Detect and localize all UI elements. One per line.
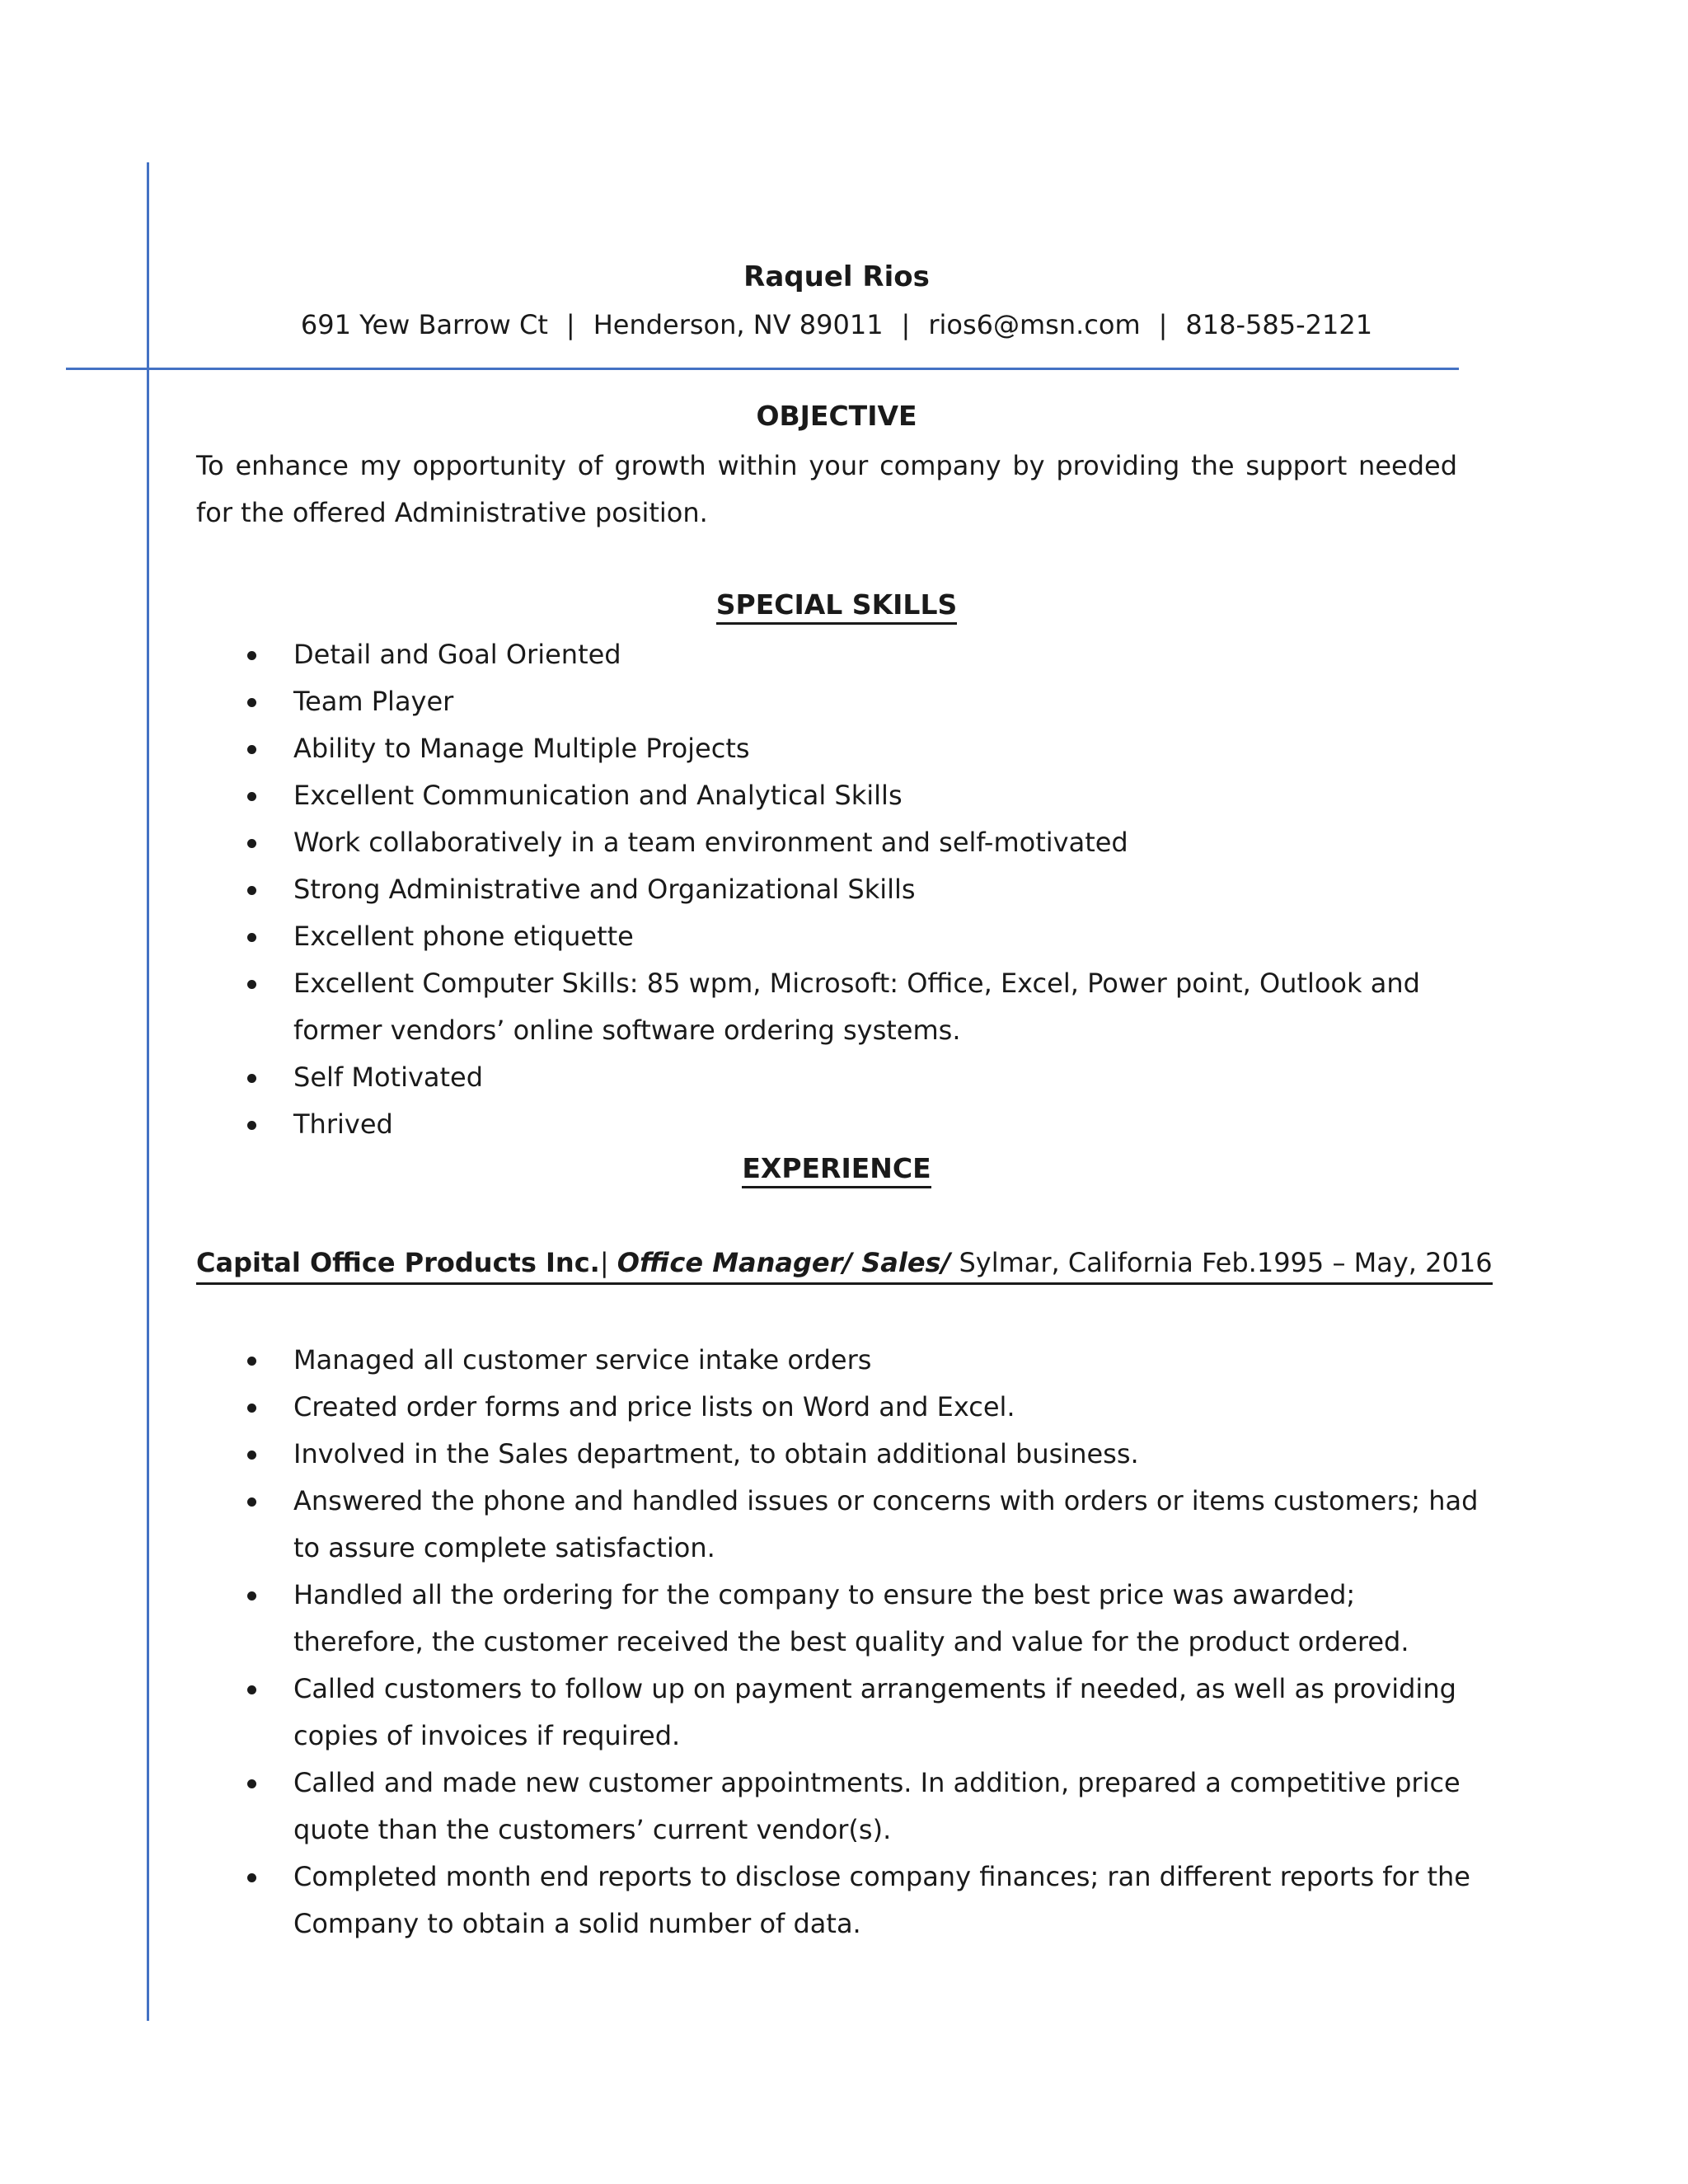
list-item-text: Self Motivated: [293, 1062, 484, 1093]
bullet-icon: [247, 651, 256, 660]
objective-heading-text: OBJECTIVE: [756, 400, 917, 432]
list-item: [196, 1854, 1482, 1947]
bullet-icon: [247, 1404, 256, 1413]
bullet-icon: [247, 1591, 256, 1601]
separator: |: [565, 309, 575, 340]
bullet-icon: [247, 1357, 256, 1366]
bullet-icon: [247, 933, 256, 942]
list-item-text: Called customers to follow up on payment arrangements if needed, as well as providing copies of invoices if required.: [293, 1673, 1456, 1751]
phone: 818-585-2121: [1185, 309, 1373, 340]
list-item: [196, 1666, 1482, 1760]
list-item: [196, 1431, 1482, 1478]
list-item: [196, 725, 1482, 772]
skills-heading-text: SPECIAL SKILLS: [716, 588, 958, 625]
list-item-text: Detail and Goal Oriented: [293, 639, 621, 670]
list-item-text: Created order forms and price lists on Word and Excel.: [293, 1391, 1015, 1422]
list-item-text: Managed all customer service intake orders: [293, 1344, 872, 1376]
list-item-text: Handled all the ordering for the company to ensure the best price was awarded; therefore, the customer received the best quality and value for the product ordered.: [293, 1579, 1409, 1657]
list-item: [196, 1760, 1482, 1854]
list-item: [196, 1101, 1482, 1148]
objective-text: To enhance my opportunity of growth within your company by providing the support needed for the offered Administrative position.: [196, 450, 1457, 528]
list-item: [196, 913, 1482, 960]
list-item: [196, 866, 1482, 913]
bullet-icon: [247, 1779, 256, 1788]
job-location-dates: Sylmar, California Feb.1995 – May, 2016: [959, 1247, 1493, 1278]
bullet-icon: [247, 1121, 256, 1130]
list-item: [196, 1572, 1482, 1666]
separator: |: [1158, 309, 1168, 340]
bullet-icon: [247, 980, 256, 989]
experience-list: [196, 1337, 1482, 1947]
separator: |: [599, 1247, 609, 1278]
list-item-text: Team Player: [293, 686, 454, 717]
list-item-text: Ability to Manage Multiple Projects: [293, 733, 750, 764]
company-name: Capital Office Products Inc.: [196, 1247, 600, 1278]
list-item-text: Thrived: [293, 1108, 393, 1140]
list-item: [196, 1384, 1482, 1431]
bullet-icon: [247, 1497, 256, 1507]
bullet-icon: [247, 886, 256, 895]
bullet-icon: [247, 1074, 256, 1083]
bullet-icon: [247, 1451, 256, 1460]
header-horizontal-rule: [66, 368, 1459, 370]
contact-line: [0, 305, 1673, 344]
address: 691 Yew Barrow Ct: [300, 309, 548, 340]
list-item-text: Answered the phone and handled issues or concerns with orders or items customers; had to assure complete satisfaction.: [293, 1485, 1479, 1563]
list-item-text: Completed month end reports to disclose company finances; ran different reports for the Company to obtain a solid number of data.: [293, 1861, 1470, 1939]
list-item-text: Excellent Computer Skills: 85 wpm, Microsoft: Office, Excel, Power point, Outlook and former vendors’ online software ordering systems.: [293, 968, 1420, 1046]
skills-heading: [0, 585, 1673, 625]
separator: |: [901, 309, 911, 340]
bullet-icon: [247, 792, 256, 801]
city-state-zip: Henderson, NV 89011: [593, 309, 884, 340]
bullet-icon: [247, 839, 256, 848]
bullet-icon: [247, 745, 256, 754]
list-item: [196, 960, 1482, 1054]
job-heading: [196, 1243, 1493, 1285]
margin-vertical-rule: [147, 162, 149, 2021]
experience-heading: [0, 1149, 1673, 1188]
list-item: [196, 819, 1482, 866]
skills-list: [196, 631, 1482, 1148]
experience-heading-text: EXPERIENCE: [742, 1152, 931, 1188]
bullet-icon: [247, 1873, 256, 1882]
bullet-icon: [247, 698, 256, 707]
list-item-text: Strong Administrative and Organizational Skills: [293, 874, 916, 905]
job-role: Office Manager/ Sales/: [617, 1247, 951, 1278]
bullet-icon: [247, 1685, 256, 1694]
list-item: [196, 772, 1482, 819]
list-item: [196, 631, 1482, 678]
list-item-text: Excellent phone etiquette: [293, 921, 634, 952]
list-item-text: Excellent Communication and Analytical Skills: [293, 780, 903, 811]
list-item: [196, 1054, 1482, 1101]
list-item: [196, 1478, 1482, 1572]
list-item-text: Work collaboratively in a team environment and self-motivated: [293, 827, 1128, 858]
email[interactable]: rios6@msn.com: [928, 309, 1141, 340]
list-item: [196, 678, 1482, 725]
list-item: [196, 1337, 1482, 1384]
candidate-name: Raquel Rios: [743, 260, 930, 293]
list-item-text: Involved in the Sales department, to obtain additional business.: [293, 1438, 1139, 1469]
list-item-text: Called and made new customer appointments. In addition, prepared a competitive price quote than the customers’ current vendor(s).: [293, 1767, 1461, 1845]
objective-heading: [0, 396, 1673, 436]
